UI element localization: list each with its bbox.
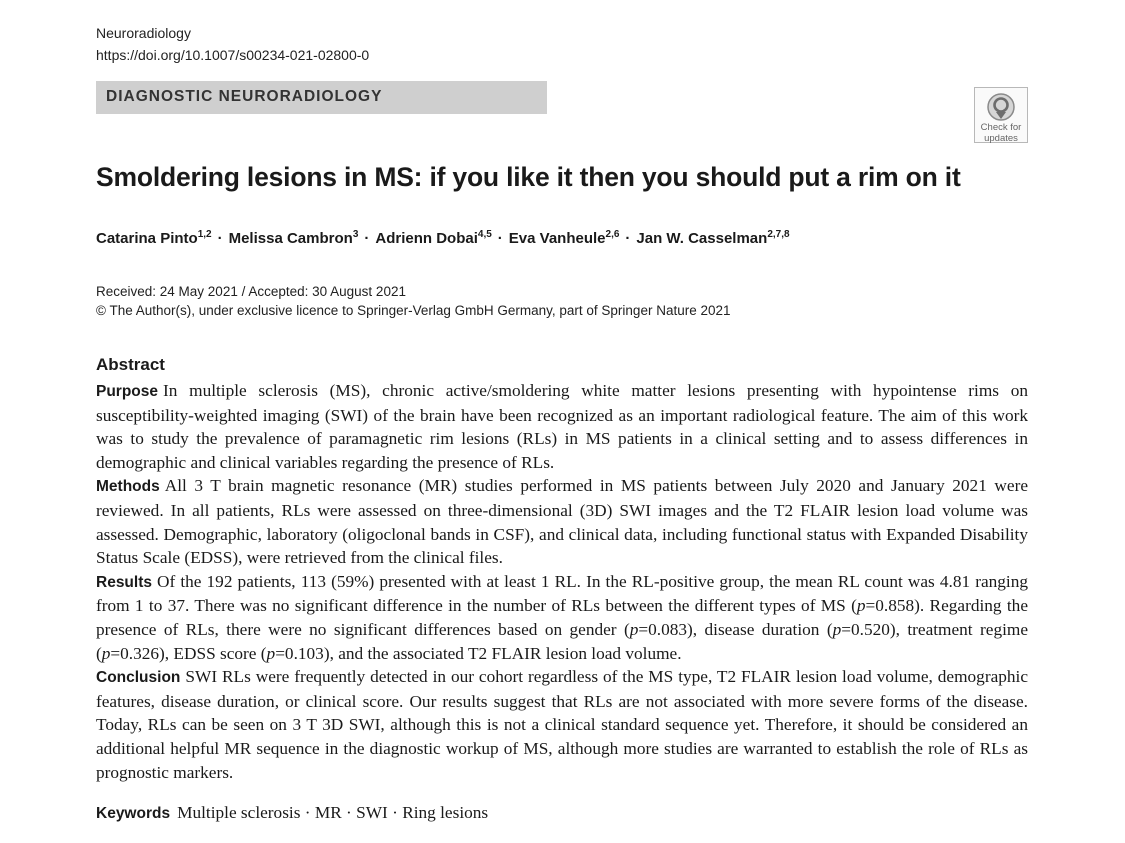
author-separator: · [364,230,370,247]
author-name[interactable]: Jan W. Casselman [636,230,768,247]
copyright-notice: © The Author(s), under exclusive licence to Springer-Verlag GmbH Germany, part of Springer Nature 2021 [96,303,731,318]
keywords-label: Keywords [96,805,171,822]
abstract-heading: Abstract [96,355,165,374]
conclusion-text: SWI RLs were frequently detected in our cohort regardless of the MS type, T2 FLAIR lesion load volume, demographic features, disease duration, or clinical score. Our results suggest that RLs are not associated with more severe forms of the disease. Today, RLs can be seen on 3 T 3D SWI, although this is not a clinical standard sequence yet. Therefore, it should be considered an additional helpful MR sequence in the diagnostic workup of MS, although more studies are warranted to establish the role of RLs as prognostic markers. [96,667,1028,782]
author-name[interactable]: Melissa Cambron [228,230,353,247]
author-name[interactable]: Adrienn Dobai [375,230,478,247]
author-separator: · [497,230,503,247]
abstract-conclusion [96,665,1028,784]
crossmark-icon [986,92,1016,122]
author-affiliation: 3 [352,229,359,240]
abstract-results [96,570,1028,665]
methods-text: All 3 T brain magnetic resonance (MR) studies performed in MS patients between July 2020 and January 2021 were reviewed. In all patients, RLs were assessed on three-dimensional (3D) SWI images and the T2 FLAIR lesion load volume was assessed. Demographic, laboratory (oligoclonal bands in CSF), and clinical data, including functional status with Expanded Disability Status Scale (EDSS), were retrieved from the clinical files. [96,476,1028,568]
keywords [96,803,488,823]
author-name[interactable]: Catarina Pinto [96,230,198,247]
abstract-purpose [96,379,1028,474]
methods-label: Methods [96,478,160,496]
author-affiliation: 2,6 [605,229,620,240]
journal-name: Neuroradiology [96,25,191,41]
abstract-methods [96,474,1028,569]
author-name[interactable]: Eva Vanheule [508,230,606,247]
doi-link[interactable]: https://doi.org/10.1007/s00234-021-02800-0 [96,47,370,63]
author-affiliation: 4,5 [477,229,492,240]
keywords-text: Multiple sclerosis · MR · SWI · Ring lesions [177,803,489,822]
results-label: Results [96,573,152,591]
article-title: Smoldering lesions in MS: if you like it then you should put a rim on it [96,162,961,192]
author-list [96,229,790,247]
author-affiliation: 1,2 [197,229,212,240]
section-label: DIAGNOSTIC NEURORADIOLOGY [96,81,547,114]
author-affiliation: 2,7,8 [767,229,790,240]
results-text: Of the 192 patients, 113 (59%) presented with at least 1 RL. In the RL-positive group, the mean RL count was 4.81 ranging from 1 to 37. There was no significant difference in the number of RLs between the different types of MS (p=0.858). Regarding the presence of RLs, there were no significant differences based on gender (p=0.083), disease duration (p=0.520), treatment regime (p=0.326), EDSS score (p=0.103), and the associated T2 FLAIR lesion load volume. [96,571,1029,663]
check-for-updates-button[interactable] [974,87,1028,143]
purpose-text: In multiple sclerosis (MS), chronic active/smoldering white matter lesions presenting with hypointense rims on susceptibility-weighted imaging (SWI) of the brain have been recognized as an important radiological feature. The aim of this work was to study the prevalence of paramagnetic rim lesions (RLs) in MS patients in a clinical setting and to assess differences in demographic and clinical variables regarding the presence of RLs. [96,381,1028,472]
purpose-label: Purpose [96,383,159,400]
crossmark-label-1: Check for [980,122,1022,133]
author-separator: · [217,230,223,247]
conclusion-label: Conclusion [96,669,181,687]
received-accepted-dates: Received: 24 May 2021 / Accepted: 30 August 2021 [96,284,406,299]
author-separator: · [625,230,631,247]
crossmark-label-2: updates [984,133,1018,144]
abstract-body [96,379,1028,784]
